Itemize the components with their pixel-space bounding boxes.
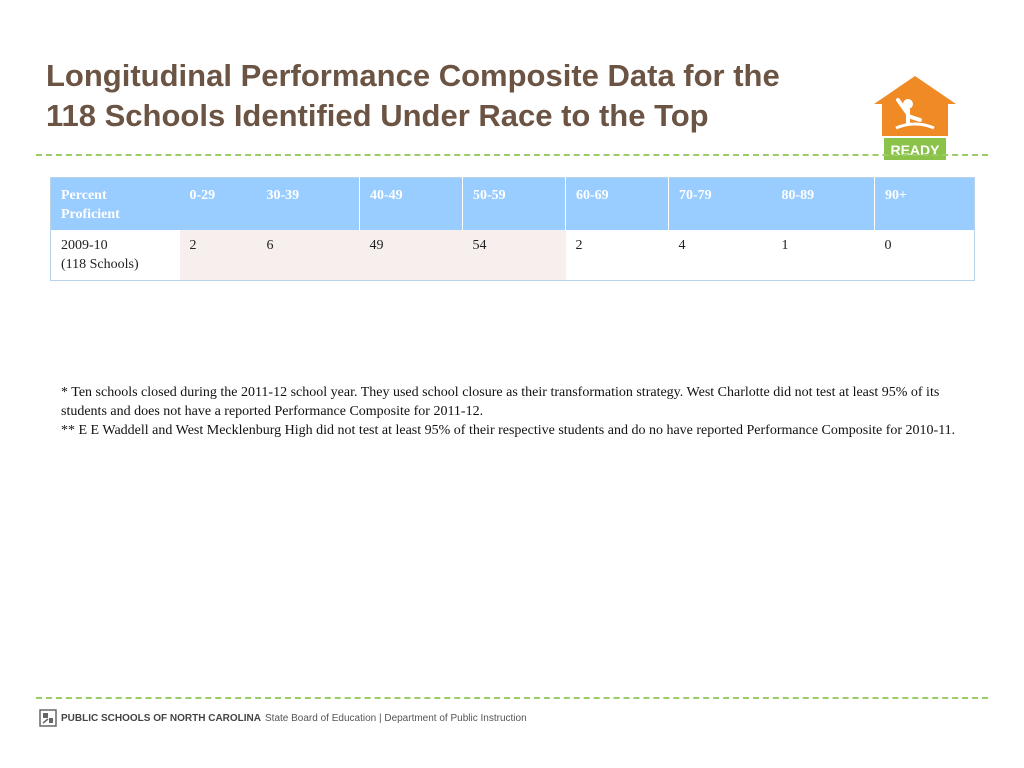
- title-line-2: 118 Schools Identified Under Race to the Top: [46, 98, 709, 133]
- header-percent-proficient: Percent Proficient: [51, 178, 180, 231]
- cell-0-29: 2: [180, 230, 257, 281]
- header-90-plus: 90+: [875, 178, 975, 231]
- footer-sub: State Board of Education | Department of Public Instruction: [265, 712, 527, 724]
- table-header-row: [51, 178, 975, 231]
- footer-org: PUBLIC SCHOOLS OF NORTH CAROLINA: [61, 712, 261, 724]
- header-30-39: 30-39: [257, 178, 360, 231]
- cell-60-69: 2: [566, 230, 669, 281]
- logo-text: READY: [890, 142, 940, 158]
- nc-seal-icon: [39, 709, 57, 727]
- header-70-79: 70-79: [669, 178, 772, 231]
- header-50-59: 50-59: [463, 178, 566, 231]
- footnote-1: * Ten schools closed during the 2011-12 school year. They used school closure as their transformation strategy. West Charlotte did not test at least 95% of its students and does not have a reported Performance Composite for 2011-12.: [61, 385, 940, 419]
- footer: [39, 709, 527, 727]
- ready-logo-icon: [872, 74, 958, 166]
- bottom-divider: [36, 697, 988, 699]
- header-0-29: 0-29: [180, 178, 257, 231]
- cell-30-39: 6: [257, 230, 360, 281]
- header-80-89: 80-89: [772, 178, 875, 231]
- title-line-1: Longitudinal Performance Composite Data for the: [46, 58, 780, 93]
- footnote-2: ** E E Waddell and West Mecklenburg High did not test at least 95% of their respective students and do no have reported Performance Composite for 2010-11.: [61, 423, 956, 438]
- row-label-count: (118 Schools): [61, 257, 139, 272]
- header-60-69: 60-69: [566, 178, 669, 231]
- cell-90-plus: 0: [875, 230, 975, 281]
- row-label: [51, 230, 180, 281]
- header-40-49: 40-49: [360, 178, 463, 231]
- cell-50-59: 54: [463, 230, 566, 281]
- row-label-year: 2009-10: [61, 238, 108, 253]
- table-row: [51, 230, 975, 281]
- performance-table: [50, 177, 975, 281]
- footnotes: [61, 383, 961, 440]
- top-divider: [36, 154, 988, 156]
- cell-40-49: 49: [360, 230, 463, 281]
- page-title: [46, 56, 866, 136]
- cell-70-79: 4: [669, 230, 772, 281]
- cell-80-89: 1: [772, 230, 875, 281]
